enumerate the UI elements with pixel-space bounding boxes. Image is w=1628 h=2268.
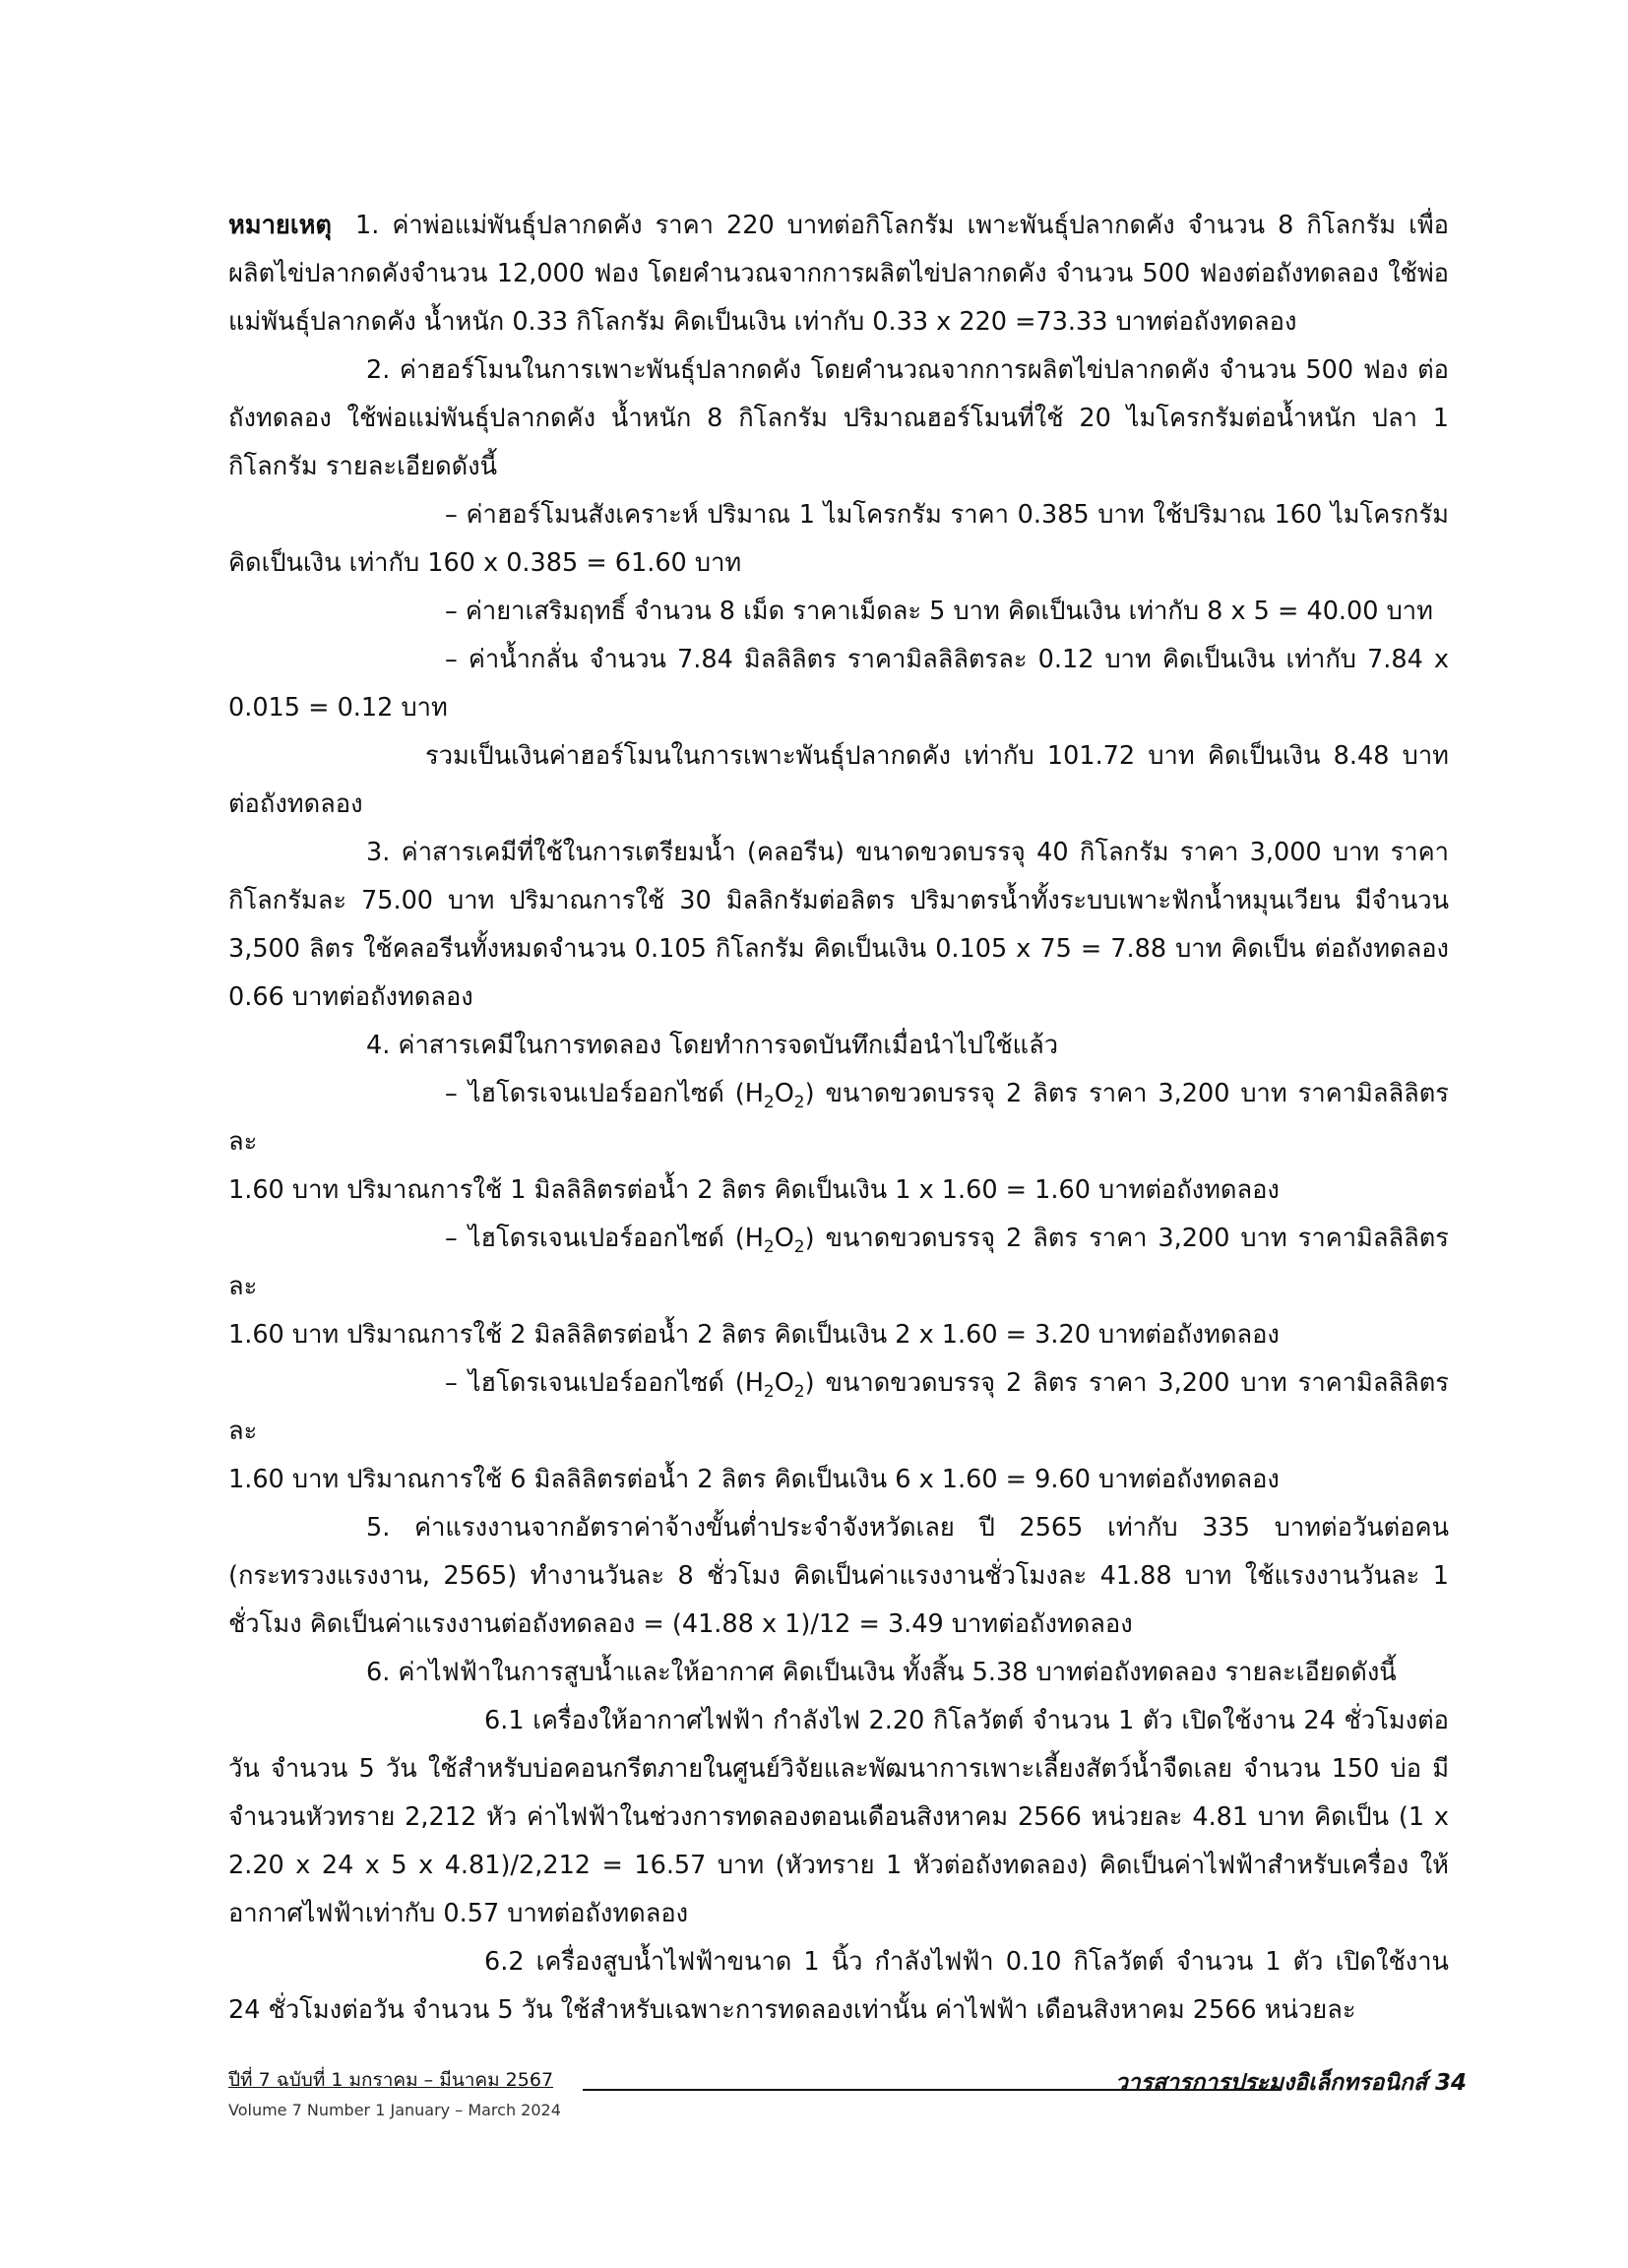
note-item-6-2: 6.2 เครื่องสูบน้ำไฟฟ้าขนาด 1 นิ้ว กำลังไฟฟ้า 0.10 กิโลวัตต์ จำนวน 1 ตัว เปิดใช้งาน 24 ชั่วโมงต่อวัน จำนวน 5 วัน ใช้สำหรับเฉพาะการทดลองเท่านั้น ค่าไฟฟ้า เดือนสิงหาคม 2566 หน่วยละ (228, 1947, 1449, 2025)
chemical-name-mid: O (774, 1224, 794, 1253)
chemical-name: – ไฮโดรเจนเปอร์ออกไซด์ (H (445, 1224, 764, 1253)
chemical-details: ) ขนาดขวดบรรจุ 2 ลิตร ราคา 3,200 บาท ราคามิลลิลิตรละ (228, 1368, 1449, 1446)
notes-section (228, 202, 1449, 2035)
notes-label: หมายเหตุ (228, 211, 332, 240)
note-item-4a (228, 1070, 1449, 1215)
chemical-subscript: 2 (763, 1237, 775, 1258)
note-item-6-1: 6.1 เครื่องให้อากาศไฟฟ้า กำลังไฟ 2.20 กิโลวัตต์ จำนวน 1 ตัว เปิดใช้งาน 24 ชั่วโมงต่อวัน จำนวน 5 วัน ใช้สำหรับบ่อคอนกรีตภายในศูนย์วิจัยและพัฒนาการเพาะเลี้ยงสัตว์น้ำจืดเลย จำนวน 150 บ่อ มีจำนวนหัวทราย 2,212 หัว ค่าไฟฟ้าในช่วงการทดลองตอนเดือนสิงหาคม 2566 หน่วยละ 4.81 บาท คิดเป็น (1 x 2.20 x 24 x 5 x 4.81)/2,212 = 16.57 บาท (หัวทราย 1 หัวต่อถังทดลอง) คิดเป็นค่าไฟฟ้าสำหรับเครื่อง ให้อากาศไฟฟ้าเท่ากับ 0.57 บาทต่อถังทดลอง (228, 1706, 1449, 1928)
chemical-subscript: 2 (793, 1093, 805, 1113)
chemical-subscript: 2 (763, 1093, 775, 1113)
note-item-3: 3. ค่าสารเคมีที่ใช้ในการเตรียมน้ำ (คลอรีน) ขนาดขวดบรรจุ 40 กิโลกรัม ราคา 3,000 บาท ราคากิโลกรัมละ 75.00 บาท ปริมาณการใช้ 30 มิลลิกรัมต่อลิตร ปริมาตรน้ำทั้งระบบเพาะฟักน้ำหมุนเวียน มีจำนวน 3,500 ลิตร ใช้คลอรีนทั้งหมดจำนวน 0.105 กิโลกรัม คิดเป็นเงิน 0.105 x 75 = 7.88 บาท คิดเป็น ต่อถังทดลอง 0.66 บาทต่อถังทดลอง (228, 838, 1449, 1012)
chemical-details: ) ขนาดขวดบรรจุ 2 ลิตร ราคา 3,200 บาท ราคามิลลิลิตรละ (228, 1079, 1449, 1157)
note-item-4c (228, 1359, 1449, 1504)
chemical-name-mid: O (774, 1368, 794, 1398)
note-item-1-text: 1. ค่าพ่อแม่พันธุ์ปลากดคัง ราคา 220 บาทต่อกิโลกรัม เพาะพันธุ์ปลากดคัง จำนวน 8 กิโลกรัม เพื่อผลิตไข่ปลากดคังจำนวน 12,000 ฟอง โดยคำนวณจากการผลิตไข่ปลากดคัง จำนวน 500 ฟองต่อถังทดลอง ใช้พ่อแม่พันธุ์ปลากดคัง น้ำหนัก 0.33 กิโลกรัม คิดเป็นเงิน เท่ากับ 0.33 x 220 =73.33 บาทต่อถังทดลอง (228, 211, 1449, 337)
note-item-2a: – ค่าฮอร์โมนสังเคราะห์ ปริมาณ 1 ไมโครกรัม ราคา 0.385 บาท ใช้ปริมาณ 160 ไมโครกรัม คิดเป็นเงิน เท่ากับ 160 x 0.385 = 61.60 บาท (228, 500, 1449, 578)
note-item-2: 2. ค่าฮอร์โมนในการเพาะพันธุ์ปลากดคัง โดยคำนวณจากการผลิตไข่ปลากดคัง จำนวน 500 ฟอง ต่อถังทดลอง ใช้พ่อแม่พันธุ์ปลากดคัง น้ำหนัก 8 กิโลกรัม ปริมาณฮอร์โมนที่ใช้ 20 ไมโครกรัมต่อน้ำหนัก ปลา 1 กิโลกรัม รายละเอียดดังนี้ (228, 355, 1449, 481)
chemical-name: – ไฮโดรเจนเปอร์ออกไซด์ (H (445, 1368, 764, 1398)
page-footer (228, 2065, 1467, 2144)
note-item-5: 5. ค่าแรงงานจากอัตราค่าจ้างขั้นต่ำประจำจังหวัดเลย ปี 2565 เท่ากับ 335 บาทต่อวันต่อคน (กระทรวงแรงงาน, 2565) ทำงานวันละ 8 ชั่วโมง คิดเป็นค่าแรงงานชั่วโมงละ 41.88 บาท ใช้แรงงานวันละ 1 ชั่วโมง คิดเป็นค่าแรงงานต่อถังทดลอง = (41.88 x 1)/12 = 3.49 บาทต่อถังทดลอง (228, 1513, 1449, 1639)
note-item-4b (228, 1215, 1449, 1359)
note-item-4a-cost: 1.60 บาท ปริมาณการใช้ 1 มิลลิลิตรต่อน้ำ 2 ลิตร คิดเป็นเงิน 1 x 1.60 = 1.60 บาทต่อถังทดลอง (228, 1175, 1280, 1205)
note-item-2-total: รวมเป็นเงินค่าฮอร์โมนในการเพาะพันธุ์ปลากดคัง เท่ากับ 101.72 บาท คิดเป็นเงิน 8.48 บาท ต่อถังทดลอง (228, 741, 1449, 819)
note-item-2b: – ค่ายาเสริมฤทธิ์ จำนวน 8 เม็ด ราคาเม็ดละ 5 บาท คิดเป็นเงิน เท่ากับ 8 x 5 = 40.00 บาท (445, 597, 1433, 626)
chemical-details: ) ขนาดขวดบรรจุ 2 ลิตร ราคา 3,200 บาท ราคามิลลิลิตรละ (228, 1224, 1449, 1301)
journal-name-page-number: วารสารการประมงอิเล็กทรอนิกส์ 34 (1114, 2070, 1467, 2096)
chemical-subscript: 2 (793, 1237, 805, 1258)
issue-info-thai: ปีที่ 7 ฉบับที่ 1 มกราคม – มีนาคม 2567 (228, 2069, 554, 2091)
note-item-6: 6. ค่าไฟฟ้าในการสูบน้ำและให้อากาศ คิดเป็นเงิน ทั้งสิ้น 5.38 บาทต่อถังทดลอง รายละเอียดดังนี้ (366, 1658, 1397, 1687)
note-item-2c: – ค่าน้ำกลั่น จำนวน 7.84 มิลลิลิตร ราคามิลลิลิตรละ 0.12 บาท คิดเป็นเงิน เท่ากับ 7.84 x 0.015 = 0.12 บาท (228, 645, 1449, 723)
chemical-name: – ไฮโดรเจนเปอร์ออกไซด์ (H (445, 1079, 764, 1108)
note-item-1 (228, 202, 1449, 346)
note-item-4: 4. ค่าสารเคมีในการทดลอง โดยทำการจดบันทึกเมื่อนำไปใช้แล้ว (366, 1031, 1059, 1060)
note-item-4c-cost: 1.60 บาท ปริมาณการใช้ 6 มิลลิลิตรต่อน้ำ 2 ลิตร คิดเป็นเงิน 6 x 1.60 = 9.60 บาทต่อถังทดลอง (228, 1465, 1280, 1494)
issue-info-english: Volume 7 Number 1 January – March 2024 (228, 2101, 561, 2119)
chemical-name-mid: O (774, 1079, 794, 1108)
chemical-subscript: 2 (763, 1382, 775, 1403)
chemical-subscript: 2 (793, 1382, 805, 1403)
note-item-4b-cost: 1.60 บาท ปริมาณการใช้ 2 มิลลิลิตรต่อน้ำ 2 ลิตร คิดเป็นเงิน 2 x 1.60 = 3.20 บาทต่อถังทดลอง (228, 1320, 1280, 1350)
